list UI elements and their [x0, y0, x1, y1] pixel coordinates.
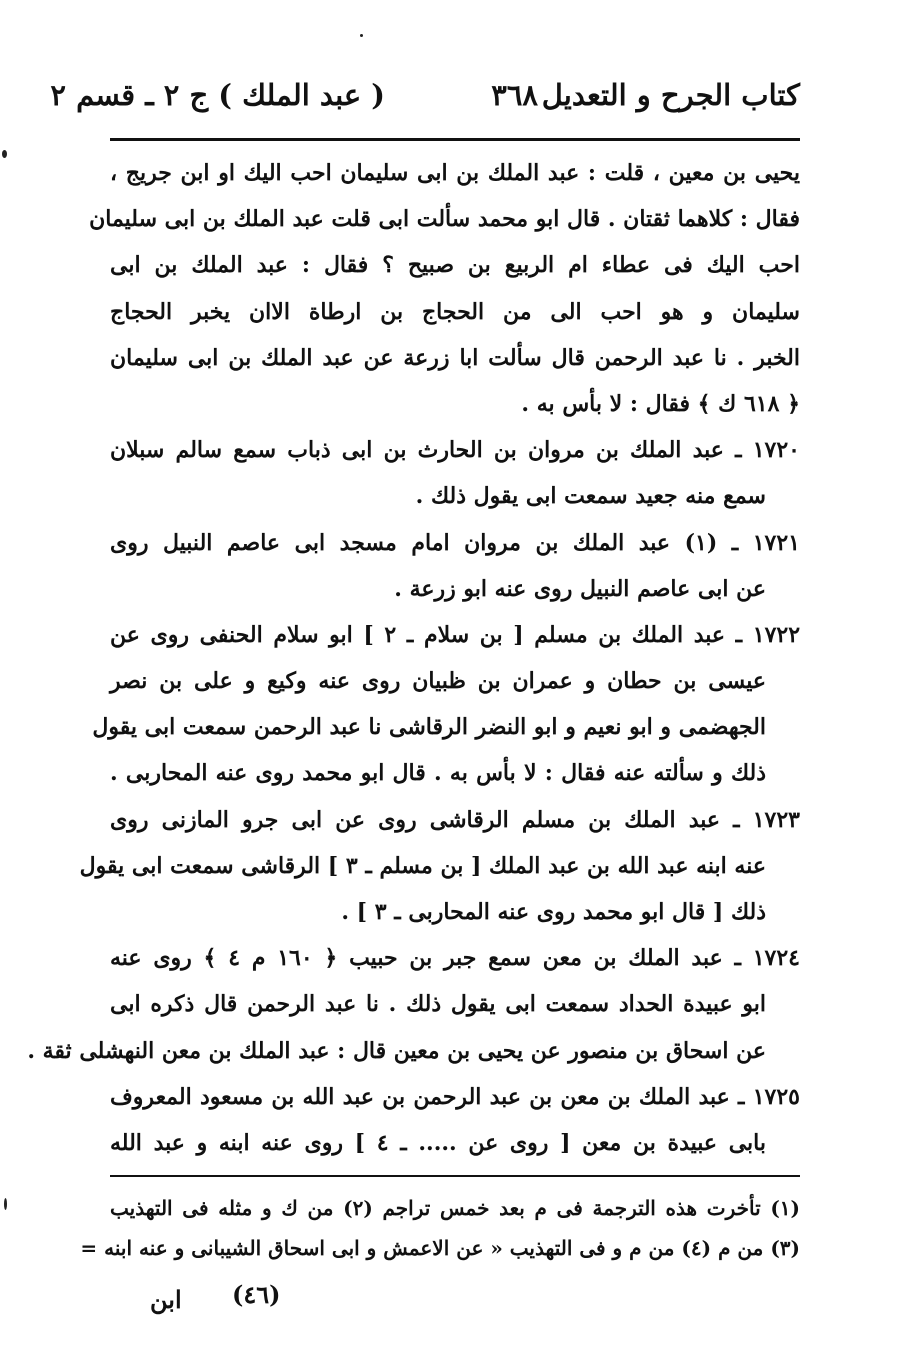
text-line: يحيى بن معين ، قلت : عبد الملك بن ابى سليمان احب اليك او ابن جريج ،	[110, 160, 800, 186]
text-line: عيسى بن حطان و عمران بن ظبيان روى عنه وكيع و على بن نصر	[110, 668, 766, 695]
text-line: ذلك و سألته عنه فقال : لا بأس به . قال ابو محمد روى عنه المحاربى .	[110, 760, 766, 787]
footer-page-number: (٤٦)	[232, 1280, 281, 1309]
text-line: عن ابى عاصم النبيل روى عنه ابو زرعة .	[394, 575, 766, 602]
entry-1720: ١٧٢٠ ـ عبد الملك بن مروان بن الحارث بن ابى ذباب سمع سالم سبلان	[110, 437, 800, 464]
footnote-line: (١) تأخرت هذه الترجمة فى م بعد خمس تراجم (٢) من ك و مثله فى التهذيب	[110, 1196, 801, 1220]
scan-speck	[4, 1198, 7, 1210]
header-book-title: كتاب الجرح و التعديل	[541, 78, 800, 112]
entry-1722: ١٧٢٢ ـ عبد الملك بن مسلم [ بن سلام ـ ٢ ] ابو سلام الحنفى روى عن	[110, 621, 801, 648]
text-line: ابو عبيدة الحداد سمعت ابى يقول ذلك . نا عبد الرحمن قال ذكره ابى	[110, 991, 766, 1018]
text-line: سليمان و هو احب الى من الحجاج بن ارطاة الاان يخبر الحجاج	[110, 298, 800, 325]
entry-1721: ١٧٢١ ـ (١) عبد الملك بن مروان امام مسجد ابى عاصم النبيل روى	[110, 529, 800, 556]
entry-1725: ١٧٢٥ ـ عبد الملك بن معن بن عبد الرحمن بن عبد الله بن مسعود المعروف	[110, 1083, 800, 1110]
scan-speck	[360, 34, 363, 37]
entry-1723: ١٧٢٣ ـ عبد الملك بن مسلم الرقاشى روى عن ابى جرو المازنى روى	[110, 806, 800, 833]
catchword: ابن	[150, 1285, 182, 1314]
text-line: ذلك [ قال ابو محمد روى عنه المحاربى ـ ٣ ] .	[341, 899, 766, 925]
main-text	[27, 150, 801, 1166]
text-line: فقال : كلاهما ثقتان . قال ابو محمد سألت ابى قلت عبد الملك بن ابى سليمان	[89, 206, 800, 233]
footnotes	[80, 1188, 801, 1268]
header-rule	[110, 138, 800, 141]
header-section: ( عبد الملك ) ج ٢ ـ قسم ٢	[50, 78, 385, 112]
text-line: الجهضمى و ابو نعيم و ابو النضر الرقاشى نا عبد الرحمن سمعت ابى يقول	[92, 714, 766, 741]
scan-speck	[2, 150, 7, 158]
entry-1724: ١٧٢٤ ـ عبد الملك بن معن سمع جبر بن حبيب ﴿ ١٦٠ م ٤ ﴾ روى عنه	[110, 945, 800, 972]
running-header	[50, 78, 800, 130]
text-line: الخبر . نا عبد الرحمن قال سألت ابا زرعة عن عبد الملك بن ابى سليمان	[110, 344, 800, 371]
text-line: بابى عبيدة بن معن [ روى عن ..... ـ ٤ ] روى عنه ابنه و عبد الله	[110, 1129, 766, 1156]
text-line: عن اسحاق بن منصور عن يحيى بن معين قال : عبد الملك بن معن النهشلى ثقة .	[27, 1037, 766, 1064]
footnote-line: (٣) من م (٤) من م و فى التهذيب « عن الاعمش و ابى اسحاق الشيبانى و عنه ابنه =	[80, 1236, 800, 1260]
footnote-rule	[110, 1175, 800, 1177]
text-line: عنه ابنه عبد الله بن عبد الملك [ بن مسلم ـ ٣ ] الرقاشى سمعت ابى يقول	[79, 852, 766, 879]
text-line: ﴿ ٦١٨ ك ﴾ فقال : لا بأس به .	[521, 390, 800, 417]
text-line: احب اليك فى عطاء ام الربيع بن صبيح ؟ فقال : عبد الملك بن ابى	[110, 252, 800, 279]
header-page-number: ٣٦٨	[491, 78, 538, 112]
text-line: سمع منه جعيد سمعت ابى يقول ذلك .	[415, 483, 766, 510]
